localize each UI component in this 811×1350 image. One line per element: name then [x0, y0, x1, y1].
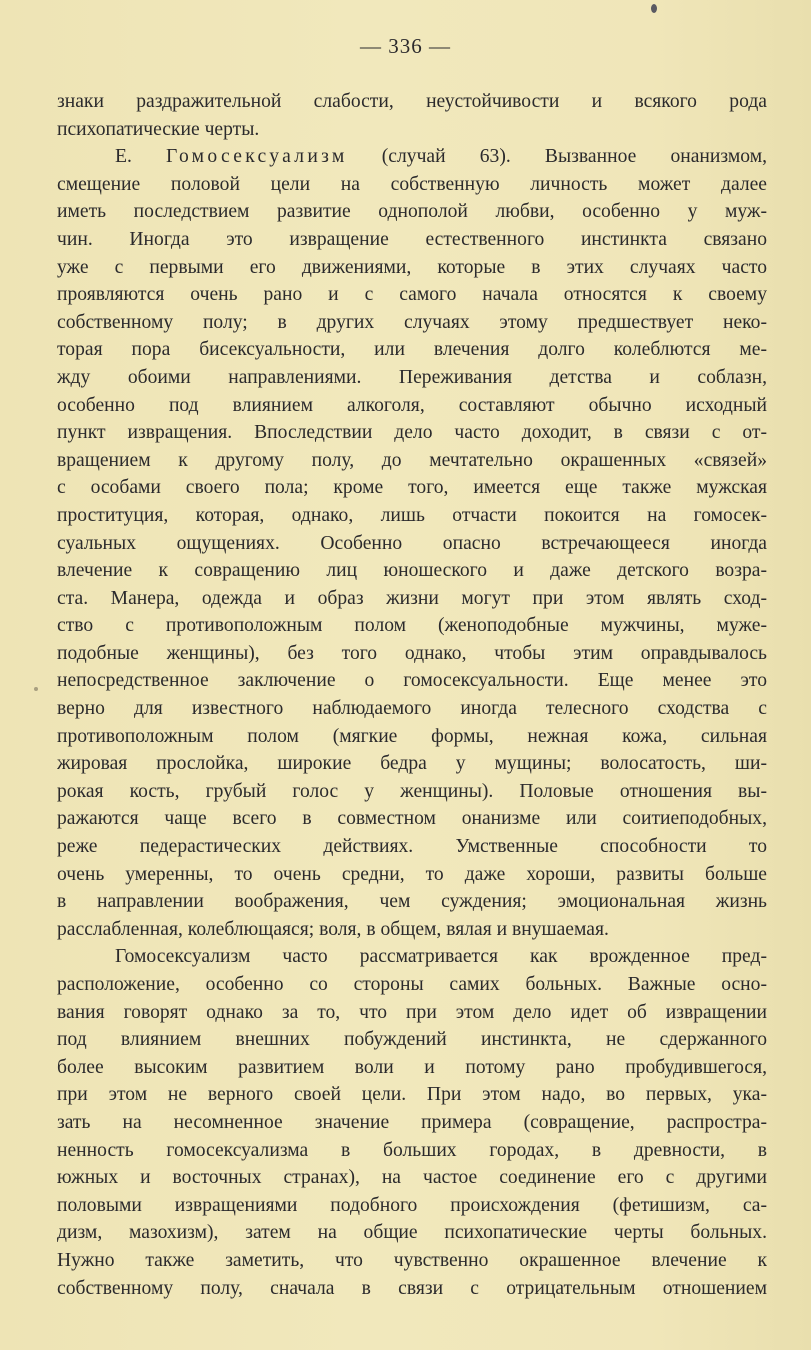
text-line: иметь последствием развитие однополой любви, особенно у муж- — [57, 201, 767, 223]
paragraph-3 — [57, 943, 767, 1302]
text-line: суальных ощущениях. Особенно опасно встречающееся иногда — [57, 532, 767, 554]
text-line: более высоким развитием воли и потому рано пробудившегося, — [57, 1056, 767, 1078]
text-line: чин. Иногда это извращение естественного инстинкта связано — [57, 228, 767, 250]
text-line: проституция, которая, однако, лишь отчасти покоится на гомосек- — [57, 504, 767, 526]
ink-speck — [651, 4, 657, 13]
text-line: ство с противоположным полом (женоподобные мужчины, муже- — [57, 615, 767, 637]
text-line: реже педерастических действиях. Умственные способности то — [57, 836, 767, 858]
text-line: южных и восточных странах), на частое соединение его с другими — [57, 1167, 767, 1189]
text-line: жду обоими направлениями. Переживания детства и соблазн, — [57, 366, 767, 388]
text-line: очень умеренны, то очень средни, то даже хороши, развиты больше — [57, 863, 767, 885]
paragraph-1 — [57, 88, 767, 143]
text-line: Нужно также заметить, что чувственно окрашенное влечение к — [57, 1249, 767, 1271]
text-line: в направлении воображения, чем суждения; эмоциональная жизнь — [57, 891, 767, 913]
text-line: ста. Манера, одежда и образ жизни могут при этом являть сход- — [57, 587, 767, 609]
text-line — [57, 143, 767, 171]
section-heading: Гомосексуализм — [166, 146, 348, 168]
text-line: вания говорят однако за то, что при этом дело идет об извращении — [57, 1001, 767, 1023]
text-line: противоположным полом (мягкие формы, нежная кожа, сильная — [57, 725, 767, 747]
text-line: собственному полу, сначала в связи с отрицательным отношением — [57, 1277, 767, 1299]
paragraph-2 — [57, 143, 767, 943]
text-line: особенно под влиянием алкоголя, составляют обычно исходный — [57, 394, 767, 416]
text-line: с особами своего пола; кроме того, имеется еще также мужская — [57, 477, 767, 499]
paper-spot — [34, 687, 38, 691]
text-line: зать на несомненное значение примера (совращение, распростра- — [57, 1111, 767, 1133]
text-line: под влиянием внешних побуждений инстинкта, не сдержанного — [57, 1029, 767, 1051]
text-line: подобные женщины), без того однако, чтобы этим оправдывалось — [57, 642, 767, 664]
text-line: половыми извращениями подобного происхождения (фетишизм, са- — [57, 1194, 767, 1216]
text-line: уже с первыми его движениями, которые в этих случаях часто — [57, 256, 767, 278]
text-line: знаки раздражительной слабости, неустойчивости и всякого рода — [57, 91, 767, 112]
text-line: смещение половой цели на собственную личность может далее — [57, 173, 767, 195]
page-number: — 336 — — [360, 34, 451, 58]
text-line: рокая кость, грубый голос у женщины). Половые отношения вы- — [57, 780, 767, 802]
text-line: вращением к другому полу, до мечтательно окрашенных «связей» — [57, 449, 767, 471]
text-line: ненность гомосексуализма в больших городах, в древности, в — [57, 1139, 767, 1161]
text-line: расслабленная, колеблющаяся; воля, в общем, вялая и внушаемая. — [57, 918, 609, 940]
text-line: при этом не верного своей цели. При этом надо, во первых, ука- — [57, 1084, 767, 1106]
text-line: торая пора бисексуальности, или влечения долго колеблются ме- — [57, 339, 767, 361]
text-line: пункт извращения. Впоследствии дело часто доходит, в связи с от- — [57, 422, 767, 444]
text-line: жировая прослойка, широкие бедра у мущины; волосатость, ши- — [57, 753, 767, 775]
section-letter: Е. — [115, 146, 132, 168]
text-fragment: (случай 63). Вызванное онанизмом, — [347, 146, 767, 168]
text-line: собственному полу; в других случаях этому предшествует неко- — [57, 311, 767, 333]
body-text — [57, 88, 767, 1302]
text-line: проявляются очень рано и с самого начала относятся к своему — [57, 284, 767, 306]
text-line: расположение, особенно со стороны самих больных. Важные осно- — [57, 974, 767, 995]
text-line: ражаются чаще всего в совместном онанизме или соитиеподобных, — [57, 808, 767, 830]
text-line: непосредственное заключение о гомосексуальности. Еще менее это — [57, 670, 767, 692]
text-line: верно для известного наблюдаемого иногда телесного сходства с — [57, 698, 767, 720]
text-line: психопатические черты. — [57, 118, 260, 140]
text-line: дизм, мазохизм), затем на общие психопатические черты больных. — [57, 1222, 767, 1244]
text-line: влечение к совращению лиц юношеского и даже детского возра- — [57, 560, 767, 582]
text-line: Гомосексуализм часто рассматривается как врожденное пред- — [115, 946, 767, 968]
